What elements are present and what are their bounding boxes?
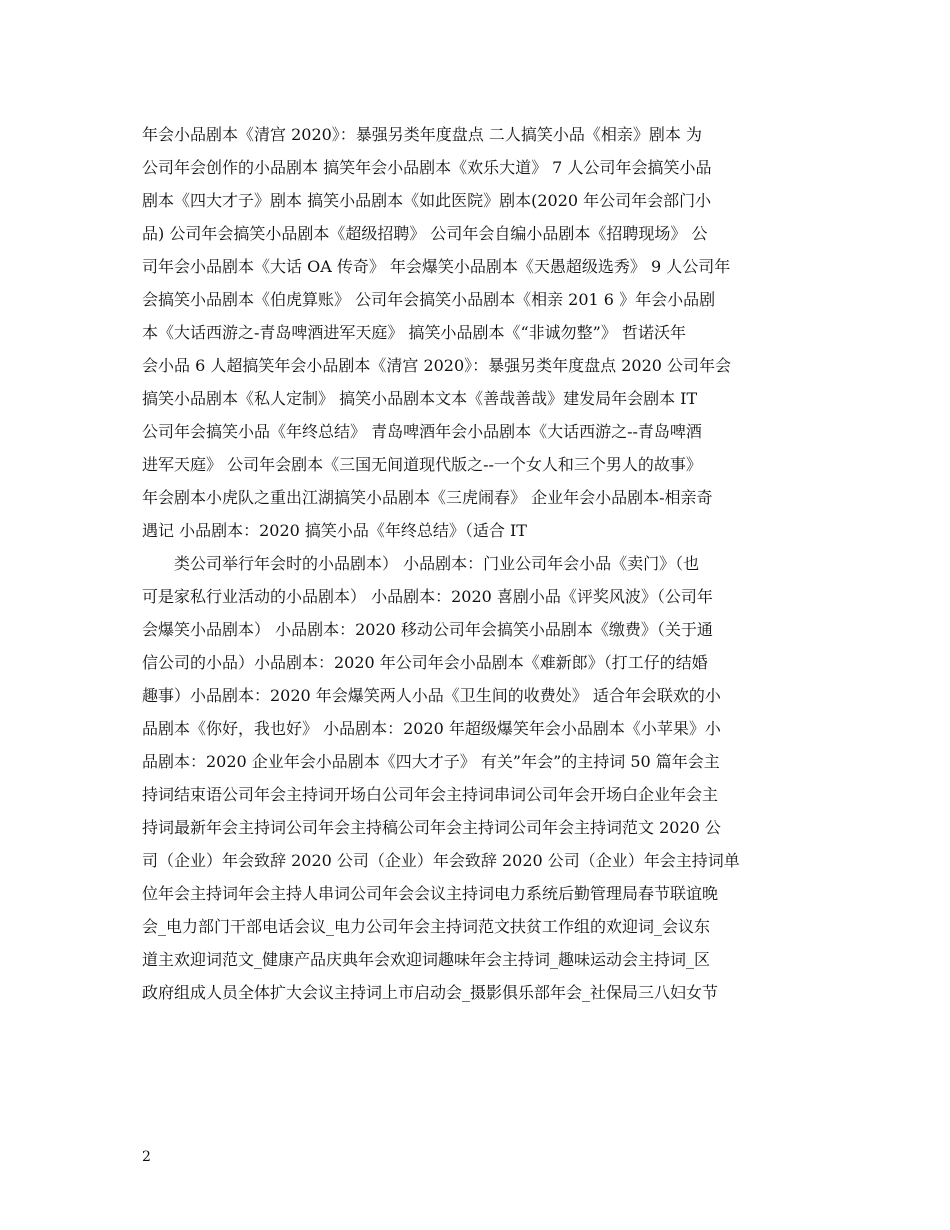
- text-line: 公司年会搞笑小品《年终总结》 青岛啤酒年会小品剧本《大话西游之--青岛啤酒: [142, 422, 702, 441]
- text-line: 品剧本《你好，我也好》 小品剧本：2020 年超级爆笑年会小品剧本《小苹果》小: [142, 719, 721, 738]
- text-line: 会小品 6 人超搞笑年会小品剧本《清宫 2020》：暴强另类年度盘点 2020 公司年会: [142, 356, 732, 375]
- text-line: 持词结束语公司年会主持词开场白公司年会主持词串词公司年会开场白企业年会主: [142, 785, 719, 804]
- page-number: 2: [142, 1149, 151, 1165]
- text-line: 类公司举行年会时的小品剧本） 小品剧本：门业公司年会小品《卖门》（也: [174, 554, 700, 573]
- text-line: 公司年会创作的小品剧本 搞笑年会小品剧本《欢乐大道》 7 人公司年会搞笑小品: [142, 158, 712, 177]
- text-line: 遇记 小品剧本：2020 搞笑小品《年终总结》（适合 IT: [142, 521, 527, 540]
- text-line: 信公司的小品）小品剧本：2020 年公司年会小品剧本《难新郎》（打工仔的结婚: [142, 653, 708, 672]
- text-line: 司年会小品剧本《大话 OA 传奇》 年会爆笑小品剧本《天愚超级选秀》 9 人公司年: [142, 257, 731, 276]
- text-line: 会搞笑小品剧本《伯虎算账》 公司年会搞笑小品剧本《相亲 201 6 》年会小品剧: [142, 290, 716, 309]
- document-body: [142, 118, 818, 1009]
- text-line: 品) 公司年会搞笑小品剧本《超级招聘》 公司年会自编小品剧本《招聘现场》 公: [142, 224, 708, 243]
- text-line: 政府组成人员全体扩大会议主持词上市启动会_摄影俱乐部年会_社保局三八妇女节: [142, 983, 719, 1002]
- text-line: 会_电力部门干部电话会议_电力公司年会主持词范文扶贫工作组的欢迎词_会议东: [142, 917, 711, 936]
- text-line: 会爆笑小品剧本） 小品剧本：2020 移动公司年会搞笑小品剧本《缴费》（关于通: [142, 620, 713, 639]
- text-line: 司（企业）年会致辞 2020 公司（企业）年会致辞 2020 公司（企业）年会主持词单: [142, 851, 740, 870]
- text-line: 持词最新年会主持词公司年会主持稿公司年会主持词公司年会主持词范文 2020 公: [142, 818, 721, 837]
- text-line: 进军天庭》 公司年会剧本《三国无间道现代版之--一个女人和三个男人的故事》: [142, 455, 702, 474]
- text-line: 道主欢迎词范文_健康产品庆典年会欢迎词趣味年会主持词_趣味运动会主持词_区: [142, 950, 711, 969]
- text-line: 趣事）小品剧本：2020 年会爆笑两人小品《卫生间的收费处》 适合年会联欢的小: [142, 686, 721, 705]
- text-line: 本《大话西游之-青岛啤酒进军天庭》 搞笑小品剧本《“非诚勿整”》 哲诺沃年: [142, 323, 686, 342]
- text-line: 可是家私行业活动的小品剧本） 小品剧本：2020 喜剧小品《评奖风波》（公司年: [142, 587, 713, 606]
- text-line: 搞笑小品剧本《私人定制》 搞笑小品剧本文本《善哉善哉》建发局年会剧本 IT: [142, 389, 698, 408]
- text-line: 年会剧本小虎队之重出江湖搞笑小品剧本《三虎闹春》 企业年会小品剧本-相亲奇: [142, 488, 713, 507]
- text-line: 剧本《四大才子》剧本 搞笑小品剧本《如此医院》剧本(2020 年公司年会部门小: [142, 191, 712, 210]
- text-line: 品剧本：2020 企业年会小品剧本《四大才子》 有关”年会”的主持词 50 篇年会主: [142, 752, 720, 771]
- text-line: 位年会主持词年会主持人串词公司年会会议主持词电力系统后勤管理局春节联谊晚: [142, 884, 719, 903]
- text-line: 年会小品剧本《清宫 2020》：暴强另类年度盘点 二人搞笑小品《相亲》剧本 为: [142, 125, 702, 144]
